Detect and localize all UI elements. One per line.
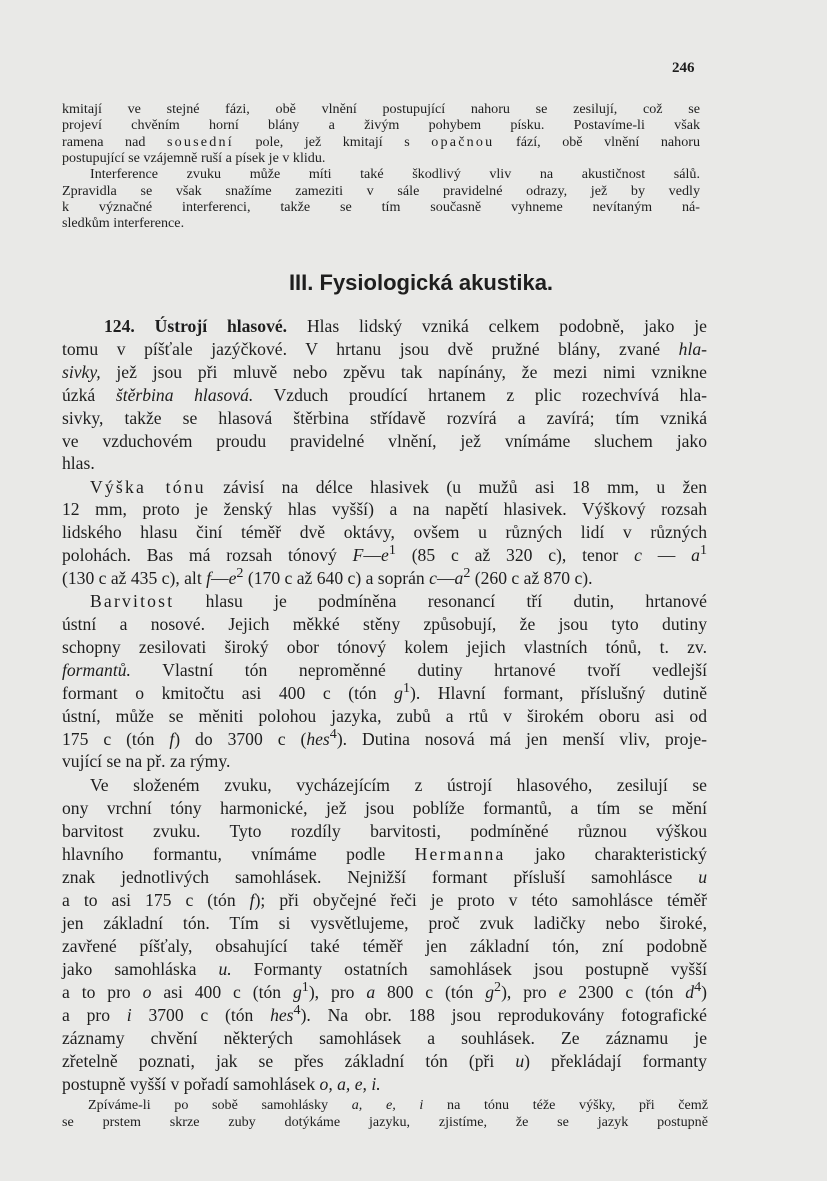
intro-line: Zpravidla se však snažíme zameziti v sále pravidelné odrazy, jež by vedly: [62, 183, 700, 199]
intro-line: sledkům interference.: [62, 215, 185, 231]
body-line: úzká štěrbina hlasová. Vzduch proudící hrtanem z plic rozechvívá hla-: [62, 385, 707, 405]
body-line: jako samohláska u. Formanty ostatních samohlásek jsou postupně vyšší: [62, 959, 707, 979]
intro-line: postupující se vzájemně ruší a písek je v klidu.: [62, 150, 326, 166]
body-line: formantů. Vlastní tón neproměnné dutiny hrtanové tvoří vedlejší: [62, 660, 707, 680]
body-line: polohách. Bas má rozsah tónový $F—e^1$ (85 c až 320 c), tenor c — $a^1$: [62, 542, 708, 565]
body-line: hlas.: [62, 453, 95, 473]
body-line: hlavního formantu, vnímáme podle Hermanna jako charakteristický: [62, 844, 707, 864]
section-title: Ústrojí hlasové.: [154, 316, 288, 336]
intro-line: projeví chvěním horní blány a živým pohybem písku. Postavíme-li však: [62, 117, 700, 133]
section-heading: III. Fysiologická akustika.: [288, 270, 554, 295]
body-line: a pro i 3700 c (tón hes$^4$). Na obr. 188 jsou reprodukovány fotografické: [62, 1002, 707, 1025]
intro-line: kmitají ve stejné fázi, obě vlnění postupující nahoru se zesilují, což se: [62, 101, 700, 117]
body-line: 124. Ústrojí hlasové. Hlas lidský vzniká celkem podobně, jako je: [104, 316, 707, 336]
body-line: Ve složeném zvuku, vycházejícím z ústrojí hlasového, zesilují se: [90, 775, 707, 795]
body-line: schopny zesilovati široký obor tónový kolem jejich vlastních tónů, t. zv.: [62, 637, 707, 657]
intro-line: Interference zvuku může míti také škodlivý vliv na akustičnost sálů.: [90, 166, 700, 182]
body-line: ve vzduchovém proudu pravidelné vlnění, jež vnímáme sluchem jako: [62, 431, 707, 451]
body-line: ústní, může se měniti polohou jazyka, zubů a rtů v širokém oboru asi od: [62, 706, 707, 726]
body-line: a to pro o asi 400 c (tón $g^1$), pro a 800 c (tón $g^2$), pro e 2300 c (tón $d^4$): [62, 979, 707, 1002]
body-line: znak jednotlivých samohlásek. Nejnižší formant přísluší samohlásce u: [62, 867, 707, 887]
intro-line: ramena nad sousední pole, jež kmitají s opačnou fází, obě vlnění nahoru: [62, 134, 701, 150]
body-line: tomu v píšťale jazýčkové. V hrtanu jsou dvě pružné blány, zvané hla-: [62, 339, 707, 359]
body-line: jen základní tón. Tím si vysvětlujeme, proč zvuk ladičky nebo široké,: [62, 913, 707, 933]
body-line: sivky, jež jsou při mluvě nebo zpěvu tak napínány, že mezi nimi vznikne: [62, 362, 707, 382]
body-line: barvitost zvuku. Tyto rozdíly barvitosti, podmíněné různou výškou: [62, 821, 707, 841]
page-number: 246: [672, 60, 695, 76]
body-line: vující se na př. za rýmy.: [62, 751, 231, 771]
body-line: zřetelně poznati, jak se přes základní tón (při u) překládají formanty: [62, 1051, 707, 1071]
body-line: a to asi 175 c (tón f); při obyčejné řeči je proto v této samohlásce téměř: [62, 890, 707, 910]
body-line: 12 mm, proto je ženský hlas vyšší) a na napětí hlasivek. Výškový rozsah: [62, 499, 707, 519]
body-line: Barvitost hlasu je podmíněna resonancí tří dutin, hrtanové: [90, 591, 707, 611]
body-line: 175 c (tón f) do 3700 c (hes$^4$). Dutina nosová má jen menší vliv, proje-: [62, 726, 707, 749]
body-line: zavřené píšťaly, obsahující také téměř jen základní tón, zní podobně: [62, 936, 707, 956]
intro-line: k význačné interferenci, takže se tím současně vyhneme nevítaným ná-: [62, 199, 700, 215]
body-line: ústní a nosové. Jejich měkké stěny způsobují, že jsou tyto dutiny: [62, 614, 707, 634]
body-line: Zpíváme-li po sobě samohlásky a, e, i na tónu téže výšky, při čemž: [88, 1097, 709, 1113]
body-line: záznamy chvění některých samohlásek a souhlásek. Ze záznamu je: [62, 1028, 707, 1048]
body-line: ony vrchní tóny harmonické, jež jsou poblíže formantů, a tím se mění: [62, 798, 707, 818]
body-line: sivky, takže se hlasová štěrbina střídavě rozvírá a zavírá; tím vzniká: [62, 408, 707, 428]
body-line: postupně vyšší v pořadí samohlásek o, a, e, i.: [62, 1074, 381, 1094]
body-line: formant o kmitočtu asi 400 c (tón $g^1$). Hlavní formant, příslušný dutině: [62, 680, 707, 703]
body-line: Výška tónu závisí na délce hlasivek (u mužů asi 18 mm, u žen: [90, 477, 708, 497]
body-line: se prstem skrze zuby dotýkáme jazyku, zjistíme, že se jazyk postupně: [62, 1114, 708, 1130]
body-line: (130 c až 435 c), alt $f—e^2$ (170 c až 640 c) a soprán $c—a^2$ (260 c až 870 c).: [62, 565, 593, 588]
body-line: lidského hlasu činí téměř dvě oktávy, ovšem u různých lidí v různých: [62, 522, 707, 542]
section-number: 124.: [104, 316, 135, 336]
